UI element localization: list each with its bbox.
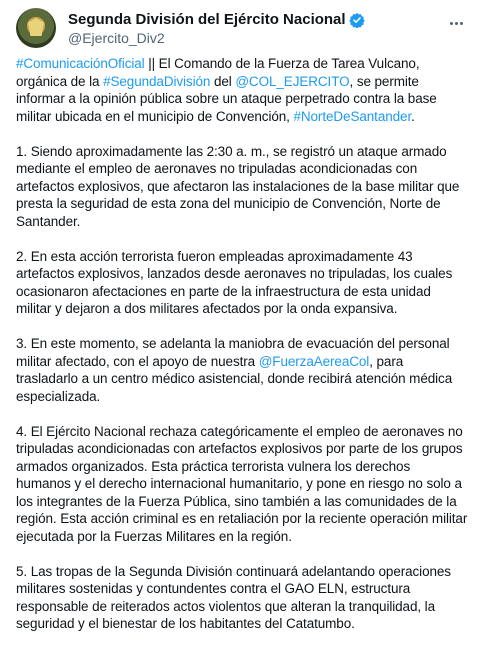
paragraph-3 bbox=[16, 335, 468, 405]
mention-col-ejercito[interactable]: @COL_EJERCITO bbox=[235, 73, 350, 89]
p3-text-1: 3. En este momento, se adelanta la maniobra de evacuación del personal militar afectado, con el apoyo de nuestra bbox=[16, 336, 450, 369]
post-header bbox=[16, 8, 467, 48]
post-intro bbox=[16, 55, 468, 125]
paragraph-5: 5. Las tropas de la Segunda División continuará adelantando operaciones militares sostenidas y contundentes contra el GAO ELN, estructura responsable de reiterados actos violentos que alteran la tranquilidad, la seguridad y el bienestar de los habitantes del Catatumbo. bbox=[16, 563, 451, 631]
paragraph-1: 1. Siendo aproximadamente las 2:30 a. m., se registró un ataque armado mediante el empleo de aeronaves no tripuladas acondicionadas con artefactos explosivos, que afectaron las instalaciones de la base militar que presta la seguridad de esta zona del municipio de Convención, Norte de Santander. bbox=[16, 143, 460, 229]
intro-text-1: || El Comando de la Fuerza de Tarea Vulcano, orgánica de la bbox=[16, 56, 420, 89]
intro-text-3: , se permite informar a la opinión pública sobre un ataque perpetrado contra la base militar ubicada en el municipio de Convención, bbox=[16, 73, 437, 124]
dot bbox=[460, 22, 463, 25]
paragraph-2: 2. En esta acción terrorista fueron empleadas aproximadamente 43 artefactos explosivos, lanzados desde aeronaves no tripuladas, los cuales ocasionaron afectaciones en parte de la infraestructura de esta unidad militar y dejaron a dos militares afectados por la onda expansiva. bbox=[16, 248, 453, 316]
intro-text-4: . bbox=[411, 108, 415, 124]
mention-fuerza-aerea-col[interactable]: @FuerzaAereaCol bbox=[258, 353, 370, 369]
dot bbox=[455, 22, 458, 25]
avatar[interactable] bbox=[16, 8, 56, 48]
verified-badge-icon bbox=[349, 12, 365, 28]
post-text bbox=[16, 55, 468, 650]
more-options-icon[interactable] bbox=[445, 12, 467, 34]
hashtag-comunicacion-oficial[interactable]: #ComunicaciónOficial bbox=[16, 56, 145, 71]
author-handle[interactable]: @Ejercito_Div2 bbox=[68, 30, 165, 46]
hashtag-segunda-division[interactable]: #SegundaDivisión bbox=[103, 73, 211, 89]
p3-text-2: , para trasladarlo a un centro médico asistencial, donde recibirá atención médica especializada. bbox=[16, 353, 453, 404]
hashtag-norte-de-santander[interactable]: #NorteDeSantander bbox=[293, 108, 412, 124]
author-name-line bbox=[68, 11, 365, 29]
dot bbox=[450, 22, 453, 25]
intro-text-2: del bbox=[210, 73, 236, 89]
paragraph-4: 4. El Ejército Nacional rechaza categóricamente el empleo de aeronaves no tripuladas acondicionadas con artefactos explosivos por parte de los grupos armados organizados. Esta práctica terrorista vulnera los derechos humanos y el derecho internacional humanitario, y pone en riesgo no solo a los integrantes de la Fuerza Pública, sino también a las comunidades de la región. Esta acción criminal es en retaliación por la reciente operación militar ejecutada por la Fuerzas Militares en la región. bbox=[16, 423, 468, 544]
army-emblem-icon bbox=[28, 18, 44, 36]
author-display-name[interactable]: Segunda División del Ejército Nacional bbox=[68, 11, 346, 28]
